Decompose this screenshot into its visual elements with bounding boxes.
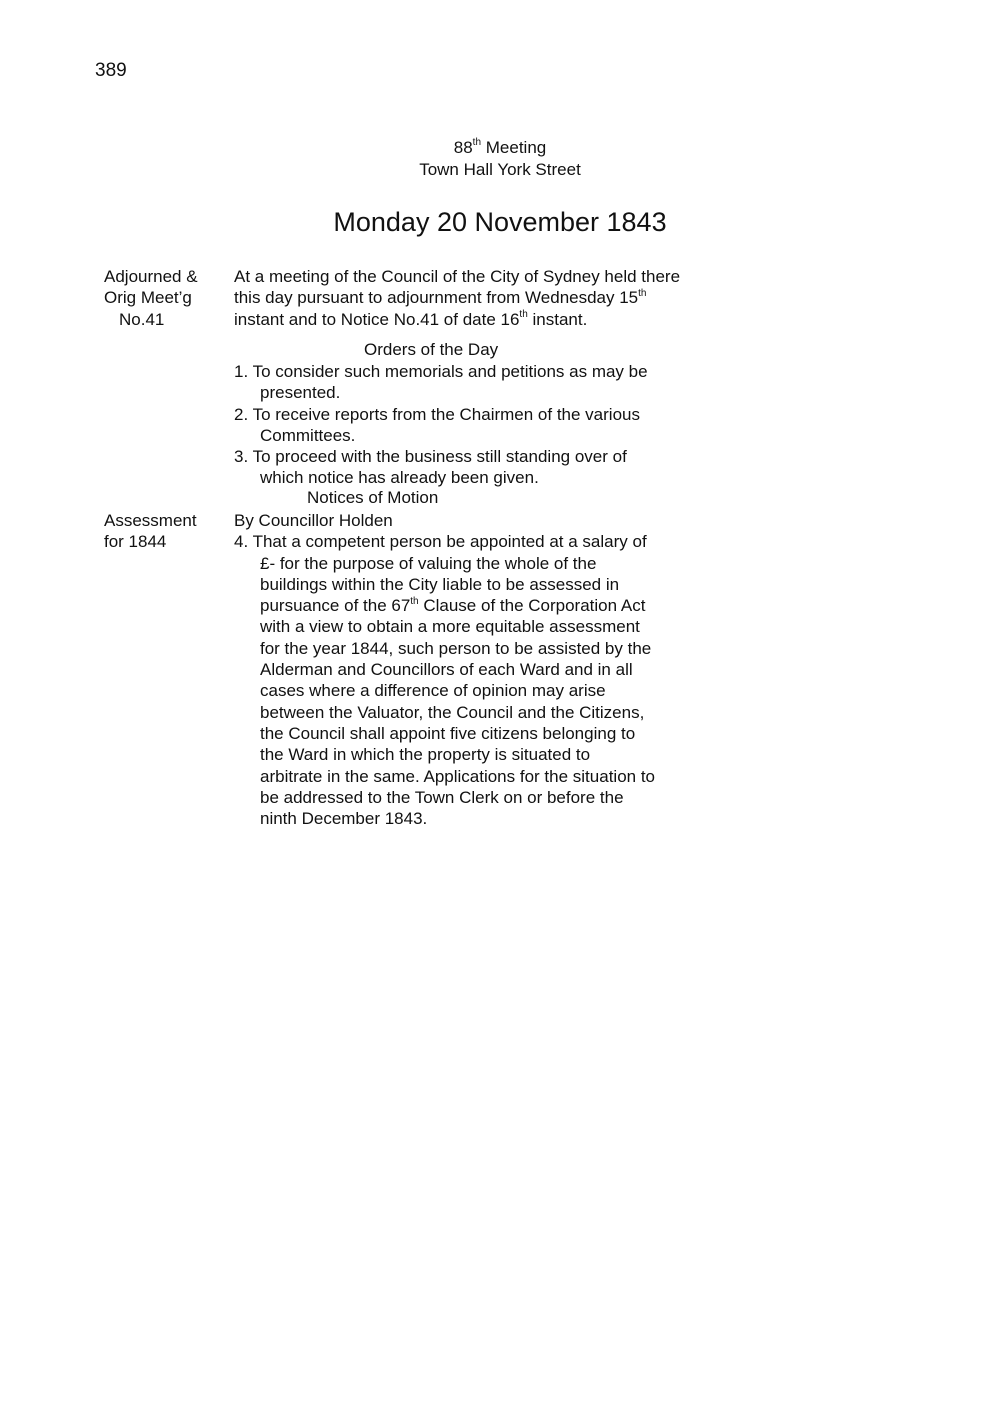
motion-line: the Ward in which the property is situated to: [260, 745, 591, 765]
order-item-continuation: Committees.: [260, 425, 356, 445]
order-item: 2. To receive reports from the Chairmen of the various: [234, 404, 640, 424]
intro-line: At a meeting of the Council of the City of Sydney held there: [234, 267, 681, 286]
meeting-location: Town Hall York Street: [419, 160, 581, 179]
motion-by: By Councillor Holden: [234, 511, 393, 530]
meeting-number-line: [0, 137, 1000, 159]
notices-heading: Notices of Motion: [307, 488, 439, 507]
date-title: Monday 20 November 1843: [333, 207, 667, 237]
motion-line: for the year 1844, such person to be assisted by the: [260, 638, 652, 658]
intro-text: instant and to Notice No.41 of date 16: [234, 309, 520, 329]
orders-list: [234, 361, 648, 489]
order-item-continuation: presented.: [260, 383, 341, 403]
motion-line: buildings within the City liable to be assessed in: [260, 574, 620, 594]
motion-line: be addressed to the Town Clerk on or before the: [260, 787, 624, 807]
intro-paragraph: [234, 266, 680, 330]
motion-text: pursuance of the 67: [260, 596, 411, 616]
margin-note-line: No.41: [119, 309, 165, 329]
page-number: 389: [95, 60, 127, 81]
motion-line: Alderman and Councillors of each Ward and in all: [260, 660, 633, 680]
meeting-word: Meeting: [485, 138, 547, 157]
motion-line: arbitrate in the same. Applications for the situation to: [260, 766, 656, 786]
ordinal-suffix: th: [519, 308, 528, 320]
motion-line: ninth December 1843.: [260, 809, 428, 829]
order-item: 1. To consider such memorials and petitions as may be: [234, 362, 648, 381]
margin-note-line: for 1844: [104, 532, 167, 552]
margin-note-line: Assessment: [104, 511, 197, 530]
order-item-continuation: which notice has already been given.: [260, 468, 539, 488]
margin-note-line: Adjourned &: [104, 267, 198, 286]
meeting-number: 88: [453, 138, 473, 157]
intro-line: [234, 287, 680, 308]
meeting-header: [0, 137, 1000, 181]
motion-line: £- for the purpose of valuing the whole of the: [260, 553, 597, 573]
margin-note-line: Orig Meet’g: [104, 288, 192, 308]
meeting-number-suffix: th: [472, 137, 482, 149]
intro-text: instant.: [527, 309, 588, 329]
orders-heading: Orders of the Day: [364, 340, 499, 359]
notice-of-motion: [234, 510, 655, 829]
ordinal-suffix: th: [410, 595, 419, 607]
intro-line: [234, 309, 680, 330]
motion-line: 4. That a competent person be appointed at a salary of: [234, 532, 647, 552]
intro-text: this day pursuant to adjournment from Wednesday 15: [234, 288, 639, 308]
margin-note-assessment: [104, 510, 197, 553]
motion-line: [234, 595, 655, 616]
motion-line: between the Valuator, the Council and the Citizens,: [260, 702, 645, 722]
order-item: 3. To proceed with the business still standing over of: [234, 447, 627, 467]
ordinal-suffix: th: [638, 287, 647, 299]
motion-text: Clause of the Corporation Act: [418, 596, 646, 616]
motion-line: with a view to obtain a more equitable assessment: [260, 617, 640, 637]
margin-note-adjourned: [104, 266, 198, 330]
motion-line: the Council shall appoint five citizens belonging to: [260, 723, 636, 743]
motion-line: cases where a difference of opinion may arise: [260, 681, 606, 701]
